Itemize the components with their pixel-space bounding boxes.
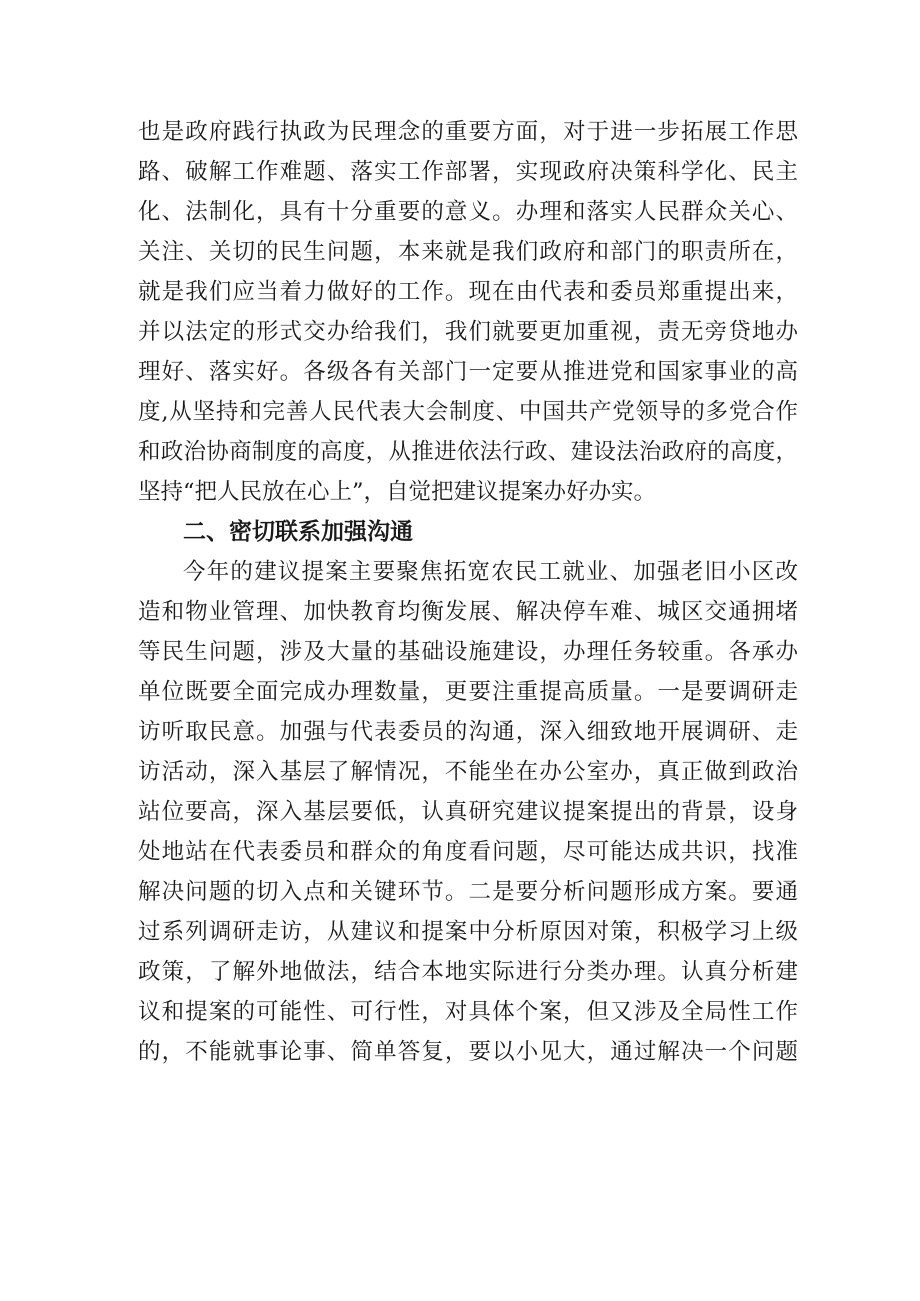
paragraph-line: 化、法制化，具有十分重要的意义。办理和落实人民群众关心、	[138, 199, 798, 225]
section-heading: 二、密切联系加强沟通	[183, 519, 413, 545]
paragraph-line: 关注、关切的民生问题，本来就是我们政府和部门的职责所在，	[138, 239, 798, 265]
paragraph-line: 单位既要全面完成办理数量，更要注重提高质量。一是要调研走	[138, 679, 798, 705]
paragraph-line: 过系列调研走访，从建议和提案中分析原因对策，积极学习上级	[138, 919, 798, 945]
paragraph-line: 今年的建议提案主要聚焦拓宽农民工就业、加强老旧小区改	[183, 559, 798, 585]
paragraph-line: 就是我们应当着力做好的工作。现在由代表和委员郑重提出来，	[138, 279, 798, 305]
paragraph-line: 处地站在代表委员和群众的角度看问题，尽可能达成共识，找准	[138, 839, 798, 865]
paragraph-line: 政策，了解外地做法，结合本地实际进行分类办理。认真分析建	[138, 959, 798, 985]
paragraph-line: 路、破解工作难题、落实工作部署，实现政府决策科学化、民主	[138, 159, 798, 185]
paragraph-line: 和政治协商制度的高度，从推进依法行政、建设法治政府的高度，	[138, 439, 798, 465]
paragraph-line: 的，不能就事论事、简单答复，要以小见大，通过解决一个问题	[138, 1039, 798, 1065]
paragraph-line: 访听取民意。加强与代表委员的沟通，深入细致地开展调研、走	[138, 719, 798, 745]
paragraph-line: 造和物业管理、加快教育均衡发展、解决停车难、城区交通拥堵	[138, 599, 798, 625]
paragraph-line: 站位要高，深入基层要低，认真研究建议提案提出的背景，设身	[138, 799, 798, 825]
paragraph-line: 度,从坚持和完善人民代表大会制度、中国共产党领导的多党合作	[138, 399, 798, 425]
paragraph-line: 等民生问题，涉及大量的基础设施建设，办理任务较重。各承办	[138, 639, 798, 665]
paragraph-line: 并以法定的形式交办给我们，我们就要更加重视，责无旁贷地办	[138, 319, 798, 345]
paragraph-line: 也是政府践行执政为民理念的重要方面，对于进一步拓展工作思	[138, 119, 798, 145]
paragraph-line: 议和提案的可能性、可行性，对具体个案，但又涉及全局性工作	[138, 999, 798, 1025]
paragraph-line: 理好、落实好。各级各有关部门一定要从推进党和国家事业的高	[138, 359, 798, 385]
paragraph-line: 坚持“把人民放在心上”，自觉把建议提案办好办实。	[138, 479, 657, 505]
paragraph-line: 解决问题的切入点和关键环节。二是要分析问题形成方案。要通	[138, 879, 798, 905]
paragraph-line: 访活动，深入基层了解情况，不能坐在办公室办，真正做到政治	[138, 759, 798, 785]
